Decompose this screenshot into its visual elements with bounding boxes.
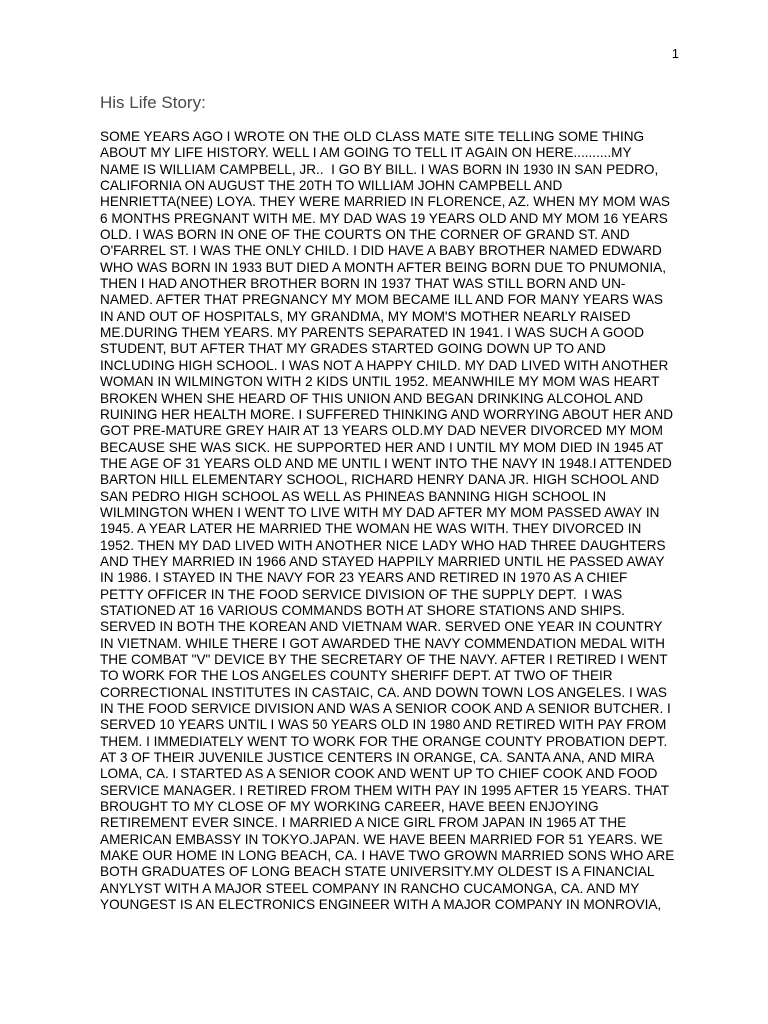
document-body <box>100 129 680 914</box>
text-line: CORRECTIONAL INSTITUTES IN CASTAIC, CA. AND DOWN TOWN LOS ANGELES. I WAS <box>100 684 667 700</box>
text-line: NAME IS WILLIAM CAMPBELL, JR.. I GO BY BILL. I WAS BORN IN 1930 IN SAN PEDRO, <box>100 161 659 177</box>
text-line: HENRIETTA(NEE) LOYA. THEY WERE MARRIED IN FLORENCE, AZ. WHEN MY MOM WAS <box>100 194 670 210</box>
text-line: IN THE FOOD SERVICE DIVISION AND WAS A SENIOR COOK AND A SENIOR BUTCHER. I <box>100 701 671 717</box>
text-line: SAN PEDRO HIGH SCHOOL AS WELL AS PHINEAS BANNING HIGH SCHOOL IN <box>100 488 607 504</box>
text-line: IN VIETNAM. WHILE THERE I GOT AWARDED THE NAVY COMMENDATION MEDAL WITH <box>100 635 665 651</box>
text-line: WILMINGTON WHEN I WENT TO LIVE WITH MY DAD AFTER MY MOM PASSED AWAY IN <box>100 504 660 520</box>
text-line: OLD. I WAS BORN IN ONE OF THE COURTS ON THE CORNER OF GRAND ST. AND <box>100 227 630 243</box>
text-line: WHO WAS BORN IN 1933 BUT DIED A MONTH AFTER BEING BORN DUE TO PNUMONIA, <box>100 259 666 275</box>
text-line: SERVICE MANAGER. I RETIRED FROM THEM WITH PAY IN 1995 AFTER 15 YEARS. THAT <box>100 782 670 798</box>
text-line: TO WORK FOR THE LOS ANGELES COUNTY SHERIFF DEPT. AT TWO OF THEIR <box>100 668 613 684</box>
text-line: RUINING HER HEALTH MORE. I SUFFERED THINKING AND WORRYING ABOUT HER AND <box>100 406 674 422</box>
text-line: 1952. THEN MY DAD LIVED WITH ANOTHER NICE LADY WHO HAD THREE DAUGHTERS <box>100 537 666 553</box>
text-line: AND THEY MARRIED IN 1966 AND STAYED HAPPILY MARRIED UNTIL HE PASSED AWAY <box>100 553 665 569</box>
text-line: GOT PRE-MATURE GREY HAIR AT 13 YEARS OLD.MY DAD NEVER DIVORCED MY MOM <box>100 423 663 439</box>
text-line: YOUNGEST IS AN ELECTRONICS ENGINEER WITH A MAJOR COMPANY IN MONROVIA, <box>100 897 662 913</box>
text-line: ME.DURING THEM YEARS. MY PARENTS SEPARATED IN 1941. I WAS SUCH A GOOD <box>100 325 645 341</box>
text-line: THE AGE OF 31 YEARS OLD AND ME UNTIL I WENT INTO THE NAVY IN 1948.I ATTENDED <box>100 455 672 471</box>
text-line: SERVED 10 YEARS UNTIL I WAS 50 YEARS OLD IN 1980 AND RETIRED WITH PAY FROM <box>100 717 667 733</box>
text-line: PETTY OFFICER IN THE FOOD SERVICE DIVISION OF THE SUPPLY DEPT. I WAS <box>100 586 623 602</box>
text-line: ABOUT MY LIFE HISTORY. WELL I AM GOING TO TELL IT AGAIN ON HERE..........MY <box>100 145 632 161</box>
text-line: STATIONED AT 16 VARIOUS COMMANDS BOTH AT SHORE STATIONS AND SHIPS. <box>100 602 625 618</box>
text-line: IN 1986. I STAYED IN THE NAVY FOR 23 YEARS AND RETIRED IN 1970 AS A CHIEF <box>100 570 628 586</box>
text-line: THEN I HAD ANOTHER BROTHER BORN IN 1937 THAT WAS STILL BORN AND UN- <box>100 276 626 292</box>
page-number: 1 <box>671 46 679 61</box>
text-line: AT 3 OF THEIR JUVENILE JUSTICE CENTERS IN ORANGE, CA. SANTA ANA, AND MIRA <box>100 750 655 766</box>
text-line: BROUGHT TO MY CLOSE OF MY WORKING CAREER, HAVE BEEN ENJOYING <box>100 799 599 815</box>
text-line: NAMED. AFTER THAT PREGNANCY MY MOM BECAME ILL AND FOR MANY YEARS WAS <box>100 292 663 308</box>
text-line: CALIFORNIA ON AUGUST THE 20TH TO WILLIAM JOHN CAMPBELL AND <box>100 178 563 194</box>
text-line: BROKEN WHEN SHE HEARD OF THIS UNION AND BEGAN DRINKING ALCOHOL AND <box>100 390 644 406</box>
text-line: AMERICAN EMBASSY IN TOKYO.JAPAN. WE HAVE BEEN MARRIED FOR 51 YEARS. WE <box>100 831 663 847</box>
text-line: LOMA, CA. I STARTED AS A SENIOR COOK AND WENT UP TO CHIEF COOK AND FOOD <box>100 766 658 782</box>
text-line: RETIREMENT EVER SINCE. I MARRIED A NICE GIRL FROM JAPAN IN 1965 AT THE <box>100 815 627 831</box>
text-line: 6 MONTHS PREGNANT WITH ME. MY DAD WAS 19 YEARS OLD AND MY MOM 16 YEARS <box>100 210 668 226</box>
text-line: BECAUSE SHE WAS SICK. HE SUPPORTED HER AND I UNTIL MY MOM DIED IN 1945 AT <box>100 439 664 455</box>
text-line: SOME YEARS AGO I WROTE ON THE OLD CLASS MATE SITE TELLING SOME THING <box>100 129 645 144</box>
text-line: THEM. I IMMEDIATELY WENT TO WORK FOR THE ORANGE COUNTY PROBATION DEPT. <box>100 733 668 749</box>
text-line: ANYLYST WITH A MAJOR STEEL COMPANY IN RANCHO CUCAMONGA, CA. AND MY <box>100 880 640 896</box>
text-line: 1945. A YEAR LATER HE MARRIED THE WOMAN HE WAS WITH. THEY DIVORCED IN <box>100 521 642 537</box>
text-line: INCLUDING HIGH SCHOOL. I WAS NOT A HAPPY CHILD. MY DAD LIVED WITH ANOTHER <box>100 357 669 373</box>
text-line: O'FARREL ST. I WAS THE ONLY CHILD. I DID HAVE A BABY BROTHER NAMED EDWARD <box>100 243 662 259</box>
document-title: His Life Story: <box>100 93 206 112</box>
text-line: THE COMBAT "V" DEVICE BY THE SECRETARY OF THE NAVY. AFTER I RETIRED I WENT <box>100 652 668 667</box>
text-line: MAKE OUR HOME IN LONG BEACH, CA. I HAVE TWO GROWN MARRIED SONS WHO ARE <box>100 848 675 864</box>
text-line: WOMAN IN WILMINGTON WITH 2 KIDS UNTIL 1952. MEANWHILE MY MOM WAS HEART <box>100 374 660 390</box>
text-line: IN AND OUT OF HOSPITALS, MY GRANDMA, MY MOM'S MOTHER NEARLY RAISED <box>100 308 631 324</box>
text-line: STUDENT, BUT AFTER THAT MY GRADES STARTED GOING DOWN UP TO AND <box>100 341 606 357</box>
text-line: SERVED IN BOTH THE KOREAN AND VIETNAM WAR. SERVED ONE YEAR IN COUNTRY <box>100 619 663 635</box>
text-line: BARTON HILL ELEMENTARY SCHOOL, RICHARD HENRY DANA JR. HIGH SCHOOL AND <box>100 472 660 488</box>
text-line: BOTH GRADUATES OF LONG BEACH STATE UNIVERSITY.MY OLDEST IS A FINANCIAL <box>100 864 655 880</box>
